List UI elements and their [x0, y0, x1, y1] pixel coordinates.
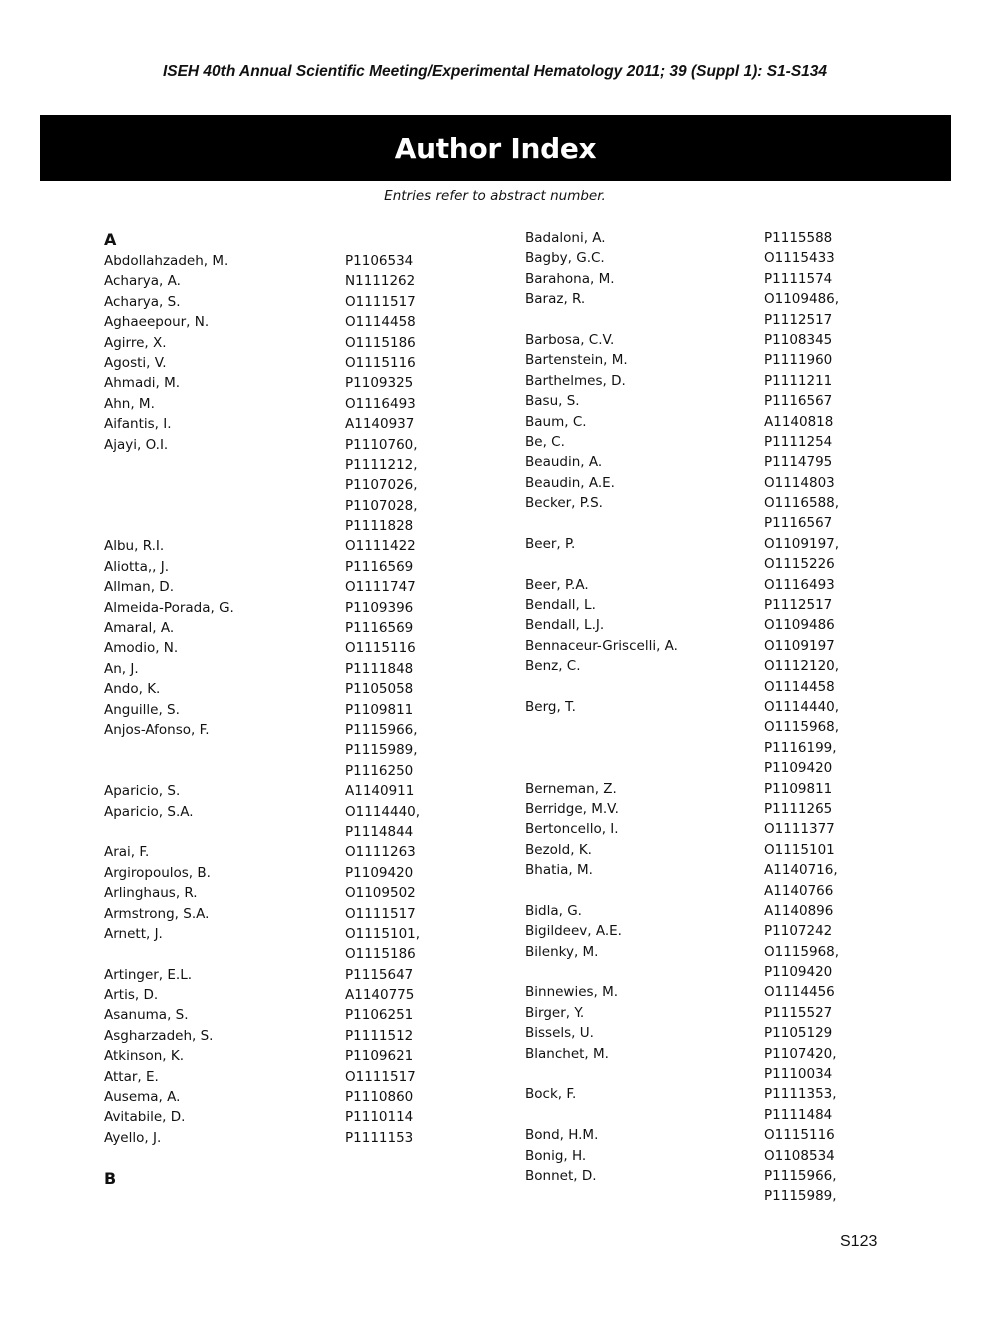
abstract-number: N1111262: [345, 273, 416, 290]
index-entry: [104, 373, 414, 393]
abstract-number: P1110034: [764, 1066, 833, 1083]
author-name: Ahn, M.: [104, 395, 155, 412]
abstract-number: P1111265: [764, 800, 833, 817]
abstract-number: P1111484: [764, 1106, 833, 1123]
abstract-number: O1115968,: [764, 719, 840, 736]
abstract-number: O1116588,: [764, 495, 840, 512]
index-entry: [104, 414, 415, 434]
abstract-number: O1111263: [345, 844, 416, 861]
author-name: Ahmadi, M.: [104, 375, 181, 392]
author-name: Bond, H.M.: [525, 1127, 599, 1144]
author-name: Bertoncello, I.: [525, 821, 619, 838]
index-entry: [525, 860, 838, 880]
abstract-number: O1115186: [345, 334, 416, 351]
author-name: Bidla, G.: [525, 902, 582, 919]
author-name: Bendall, L.: [525, 597, 596, 614]
index-entry: [104, 944, 416, 964]
author-name: Asanuma, S.: [104, 1007, 189, 1024]
abstract-number: O1115116: [345, 640, 416, 657]
index-entry: [104, 985, 415, 1005]
author-name: Aparicio, S.A.: [104, 803, 194, 820]
index-entry: [104, 577, 416, 597]
author-name: Aifantis, I.: [104, 416, 172, 433]
author-name: Aliotta,, J.: [104, 558, 170, 575]
index-entry: [525, 289, 840, 309]
index-entry: [104, 394, 416, 414]
abstract-number: P1115588: [764, 230, 833, 246]
index-entry: [525, 901, 834, 921]
abstract-number: P1115647: [345, 966, 414, 983]
abstract-number: P1111848: [345, 660, 414, 677]
index-entry: [104, 965, 414, 985]
abstract-number: P1116199,: [764, 739, 837, 756]
abstract-number: P1109811: [764, 780, 833, 797]
author-name: Barthelmes, D.: [525, 372, 626, 389]
index-entry: [104, 1067, 416, 1087]
index-entry: [104, 1005, 414, 1025]
abstract-number: O1111747: [345, 579, 416, 596]
index-entry: [525, 982, 835, 1002]
abstract-number: P1111211: [764, 372, 833, 389]
abstract-number: O1114458: [345, 314, 416, 331]
abstract-number: A1140775: [345, 987, 415, 1004]
index-entry: [525, 962, 833, 982]
abstract-number: P1109420: [345, 864, 414, 881]
index-entry: [525, 473, 835, 493]
author-name: Be, C.: [525, 433, 565, 450]
author-name: Berneman, Z.: [525, 780, 617, 797]
index-entry: [525, 513, 833, 533]
author-name: Argiropoulos, B.: [104, 864, 211, 881]
index-entry: [104, 863, 414, 883]
index-entry: [104, 1128, 414, 1148]
abstract-number: P1105058: [345, 681, 414, 698]
author-name: Baum, C.: [525, 413, 587, 430]
abstract-number: P1116569: [345, 558, 414, 575]
abstract-number: P1111353,: [764, 1086, 837, 1103]
author-name: Arlinghaus, R.: [104, 885, 198, 902]
index-entry: [525, 1125, 835, 1145]
author-name: Benz, C.: [525, 658, 581, 675]
abstract-number: A1140937: [345, 416, 415, 433]
index-entry: [525, 1146, 835, 1166]
author-name: Beer, P.A.: [525, 576, 589, 593]
abstract-number: P1109420: [764, 964, 833, 981]
author-name: Binnewies, M.: [525, 984, 619, 1001]
page-number: S123: [840, 1233, 878, 1250]
journal-header: ISEH 40th Annual Scientific Meeting/Experimental Hematology 2011; 39 (Suppl 1): S1-S134: [162, 63, 828, 80]
abstract-number: P1109396: [345, 599, 414, 616]
abstract-number: O1111422: [345, 538, 416, 555]
index-entry: [525, 881, 834, 901]
abstract-number: O1109486,: [764, 291, 840, 308]
author-name: Beer, P.: [525, 535, 576, 552]
index-entry: [525, 1064, 833, 1084]
index-entry: [104, 822, 414, 842]
abstract-number: P1111254: [764, 433, 833, 450]
index-entry: [525, 452, 833, 472]
index-entry: [525, 1166, 837, 1186]
index-entry: [525, 330, 833, 350]
author-name: Allman, D.: [104, 579, 174, 596]
abstract-number: P1116567: [764, 515, 833, 532]
abstract-number: O1109486: [764, 617, 835, 634]
author-name: Amodio, N.: [104, 640, 179, 657]
abstract-number: P1109621: [345, 1048, 414, 1065]
index-entry: [104, 251, 414, 271]
index-entry: [525, 248, 835, 268]
abstract-number: P1105129: [764, 1025, 833, 1042]
abstract-number: O1116493: [345, 395, 416, 412]
page-title: Author Index: [394, 131, 597, 165]
index-entry: [104, 740, 418, 760]
author-name: Atkinson, K.: [104, 1048, 184, 1065]
index-entry: [525, 819, 835, 839]
index-entry: [525, 656, 840, 676]
author-name: Bartenstein, M.: [525, 352, 628, 369]
abstract-number: O1108534: [764, 1147, 835, 1164]
abstract-number: P1111153: [345, 1129, 414, 1146]
abstract-number: P1110760,: [345, 436, 418, 453]
index-entry: [104, 292, 416, 312]
abstract-number: A1140896: [764, 902, 834, 919]
abstract-number: O1109502: [345, 885, 416, 902]
index-entry: [525, 432, 833, 452]
author-name: Ausema, A.: [104, 1089, 181, 1106]
index-entry: [104, 496, 418, 516]
abstract-number: P1107028,: [345, 497, 418, 514]
index-entry: [525, 1003, 833, 1023]
index-entry: [525, 1105, 833, 1125]
index-entry: [104, 659, 414, 679]
abstract-number: P1111512: [345, 1027, 414, 1044]
author-name: Artinger, E.L.: [104, 966, 193, 983]
index-entry: [104, 720, 418, 740]
abstract-number: P1107420,: [764, 1045, 837, 1062]
index-entry: [104, 1107, 414, 1127]
index-entry: [104, 353, 416, 373]
abstract-number: A1140818: [764, 413, 834, 430]
index-entry: [104, 781, 415, 801]
title-banner: [40, 115, 951, 181]
author-name: Aghaeepour, N.: [104, 314, 210, 331]
index-entry: [525, 1186, 837, 1206]
author-name: Avitabile, D.: [104, 1109, 186, 1126]
index-entry: [525, 697, 840, 717]
abstract-number: P1116250: [345, 762, 414, 779]
author-name: Bissels, U.: [525, 1025, 594, 1042]
abstract-number: P1114795: [764, 454, 833, 471]
author-name: Barbosa, C.V.: [525, 331, 615, 348]
author-name: Armstrong, S.A.: [104, 905, 210, 922]
index-entry: [525, 636, 835, 656]
author-name: Aparicio, S.: [104, 783, 181, 800]
author-name: Bigildeev, A.E.: [525, 923, 622, 940]
abstract-number: O1109197: [764, 637, 835, 654]
abstract-number: P1109811: [345, 701, 414, 718]
abstract-number: P1111960: [764, 352, 833, 369]
abstract-number: P1106534: [345, 253, 414, 269]
author-name: Birger, Y.: [525, 1004, 585, 1021]
abstract-number: P1110114: [345, 1109, 414, 1126]
author-name: Amaral, A.: [104, 620, 175, 637]
index-entry: [525, 228, 833, 248]
abstract-number: P1111574: [764, 270, 833, 287]
index-entry: [525, 677, 835, 697]
author-name: Ando, K.: [104, 681, 161, 698]
index-entry: [525, 269, 833, 289]
index-entry: [525, 921, 833, 941]
left-column: [104, 229, 421, 1148]
abstract-number: O1115116: [345, 354, 416, 371]
abstract-number: O1111517: [345, 1068, 416, 1085]
author-name: Beaudin, A.E.: [525, 474, 615, 491]
author-name: Basu, S.: [525, 393, 580, 410]
index-entry: [525, 738, 837, 758]
abstract-number: O1114440,: [345, 803, 421, 820]
abstract-number: P1107242: [764, 923, 833, 940]
index-entry: [525, 534, 840, 554]
author-name: Agosti, V.: [104, 354, 167, 371]
abstract-number: P1109325: [345, 375, 414, 392]
index-entry: [104, 1026, 414, 1046]
index-entry: [525, 717, 840, 737]
index-entry: [525, 350, 833, 370]
abstract-number: O1114456: [764, 984, 835, 1001]
author-name: Becker, P.S.: [525, 495, 603, 512]
author-name: Bock, F.: [525, 1086, 577, 1103]
author-name: Asgharzadeh, S.: [104, 1027, 214, 1044]
index-entry: [525, 493, 840, 513]
author-name: Bhatia, M.: [525, 862, 593, 879]
abstract-number: P1115966,: [345, 721, 418, 738]
abstract-number: O1116493: [764, 576, 835, 593]
abstract-number: O1114440,: [764, 698, 840, 715]
abstract-number: P1112517: [764, 311, 833, 328]
index-entry: [104, 904, 416, 924]
index-entry: [104, 1087, 414, 1107]
author-name: Arai, F.: [104, 844, 150, 861]
index-entry: [525, 595, 833, 615]
abstract-number: O1109197,: [764, 535, 840, 552]
abstract-number: O1115226: [764, 556, 835, 573]
abstract-number: P1110860: [345, 1089, 414, 1106]
index-entry: [104, 638, 416, 658]
index-entry: [525, 942, 840, 962]
abstract-number: O1111517: [345, 293, 416, 310]
abstract-number: O1115433: [764, 250, 835, 267]
abstract-number: P1115527: [764, 1004, 833, 1021]
abstract-number: A1140766: [764, 882, 834, 899]
index-entry: [104, 455, 418, 475]
author-name: Abdollahzadeh, M.: [104, 253, 229, 269]
index-entry: [104, 618, 414, 638]
abstract-number: O1111377: [764, 821, 835, 838]
abstract-number: P1108345: [764, 331, 833, 348]
author-name: Artis, D.: [104, 987, 159, 1004]
abstract-number: P1111212,: [345, 456, 418, 473]
abstract-number: P1107026,: [345, 477, 418, 494]
author-name: Bilenky, M.: [525, 943, 599, 960]
index-entry: [104, 924, 421, 944]
index-entry: [104, 557, 414, 577]
author-name: An, J.: [104, 660, 139, 677]
abstract-number: A1140911: [345, 783, 415, 800]
index-entry: [104, 312, 416, 332]
index-entry: [525, 1023, 833, 1043]
index-entry: [104, 761, 414, 781]
index-entry: [525, 310, 833, 330]
author-name: Bonig, H.: [525, 1147, 587, 1164]
abstract-number: O1114803: [764, 474, 835, 491]
abstract-number: P1116567: [764, 393, 833, 410]
index-entry: [525, 799, 833, 819]
index-entry: [525, 575, 835, 595]
right-column: [525, 228, 840, 1207]
abstract-number: A1140716,: [764, 862, 838, 879]
author-name: Anjos-Afonso, F.: [104, 721, 210, 738]
author-name: Berg, T.: [525, 698, 576, 715]
index-entry: [104, 536, 416, 556]
section-letter-a: A: [104, 230, 117, 249]
index-entry: [104, 842, 416, 862]
author-name: Ayello, J.: [104, 1129, 162, 1146]
author-name: Bezold, K.: [525, 841, 592, 858]
section-letter-b: B: [104, 1169, 117, 1188]
abstract-number: P1115966,: [764, 1167, 837, 1184]
abstract-number: P1115989,: [345, 742, 418, 759]
index-entry: [104, 802, 421, 822]
author-name: Agirre, X.: [104, 334, 167, 351]
entries-note: Entries refer to abstract number.: [384, 188, 606, 204]
index-entry: [104, 435, 418, 455]
abstract-number: P1111828: [345, 518, 414, 535]
index-entry: [525, 758, 833, 778]
index-entry: [104, 1046, 414, 1066]
author-name: Anguille, S.: [104, 701, 180, 718]
index-entry: [104, 516, 414, 536]
author-name: Blanchet, M.: [525, 1045, 609, 1062]
author-name: Baraz, R.: [525, 291, 586, 308]
index-entry: [104, 598, 414, 618]
author-name: Beaudin, A.: [525, 454, 603, 471]
index-entry: [525, 1084, 837, 1104]
abstract-number: P1115989,: [764, 1188, 837, 1205]
author-name: Albu, R.I.: [104, 538, 165, 555]
index-entry: [104, 271, 416, 291]
author-name: Ajayi, O.I.: [104, 436, 169, 453]
author-name: Bonnet, D.: [525, 1167, 597, 1184]
index-entry: [104, 700, 414, 720]
abstract-number: P1109420: [764, 760, 833, 777]
index-entry: [525, 412, 834, 432]
author-name: Arnett, J.: [104, 925, 163, 942]
abstract-number: O1115116: [764, 1127, 835, 1144]
abstract-number: P1112517: [764, 597, 833, 614]
abstract-number: O1115186: [345, 946, 416, 963]
abstract-number: O1115101,: [345, 925, 421, 942]
abstract-number: P1114844: [345, 823, 414, 840]
author-name: Bennaceur-Griscelli, A.: [525, 637, 678, 654]
abstract-number: O1112120,: [764, 658, 840, 675]
abstract-number: O1111517: [345, 905, 416, 922]
author-name: Bagby, G.C.: [525, 250, 605, 267]
abstract-number: P1116569: [345, 620, 414, 637]
abstract-number: O1115101: [764, 841, 835, 858]
index-entry: [525, 1044, 837, 1064]
index-entry: [525, 615, 835, 635]
author-name: Attar, E.: [104, 1068, 159, 1085]
index-entry: [525, 554, 835, 574]
index-entry: [104, 475, 418, 495]
index-entry: [525, 371, 833, 391]
index-entry: [525, 779, 833, 799]
index-entry: [525, 391, 833, 411]
author-name: Acharya, S.: [104, 293, 181, 310]
index-entry: [104, 679, 414, 699]
author-name: Barahona, M.: [525, 270, 615, 287]
index-entry: [104, 883, 416, 903]
author-name: Berridge, M.V.: [525, 800, 619, 817]
author-name: Bendall, L.J.: [525, 617, 605, 634]
abstract-number: P1106251: [345, 1007, 414, 1024]
author-name: Badaloni, A.: [525, 230, 606, 246]
author-name: Acharya, A.: [104, 273, 181, 290]
index-entry: [104, 333, 416, 353]
index-entry: [525, 840, 835, 860]
author-name: Almeida-Porada, G.: [104, 599, 234, 616]
abstract-number: O1115968,: [764, 943, 840, 960]
abstract-number: O1114458: [764, 678, 835, 695]
